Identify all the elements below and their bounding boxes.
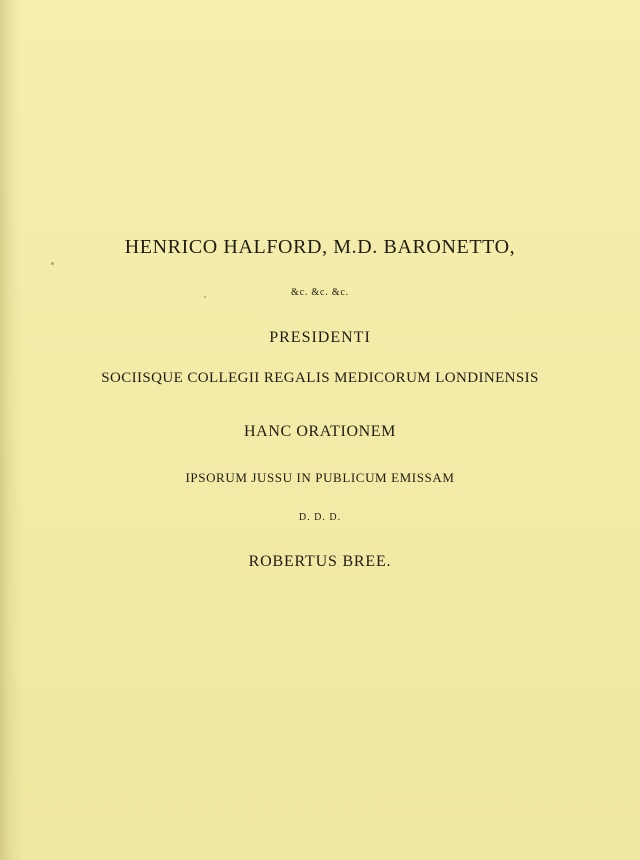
dedication-line-5: HANC ORATIONEM [244,423,396,440]
dedication-line-4: SOCIISQUE COLLEGII REGALIS MEDICORUM LONDINENSIS [101,370,539,386]
dedication-line-6: IPSORUM JUSSU IN PUBLICUM EMISSAM [185,470,455,485]
dedication-line-1: HENRICO HALFORD, M.D. BARONETTO, [124,236,516,258]
dedication-signature: ROBERTUS BREE. [248,553,392,570]
dedication-line-7: D. D. D. [298,512,342,523]
dedication-line-3: PRESIDENTI [269,329,371,346]
dedication-line-2: &c. &c. &c. [291,287,349,298]
paper-speck [51,262,54,265]
